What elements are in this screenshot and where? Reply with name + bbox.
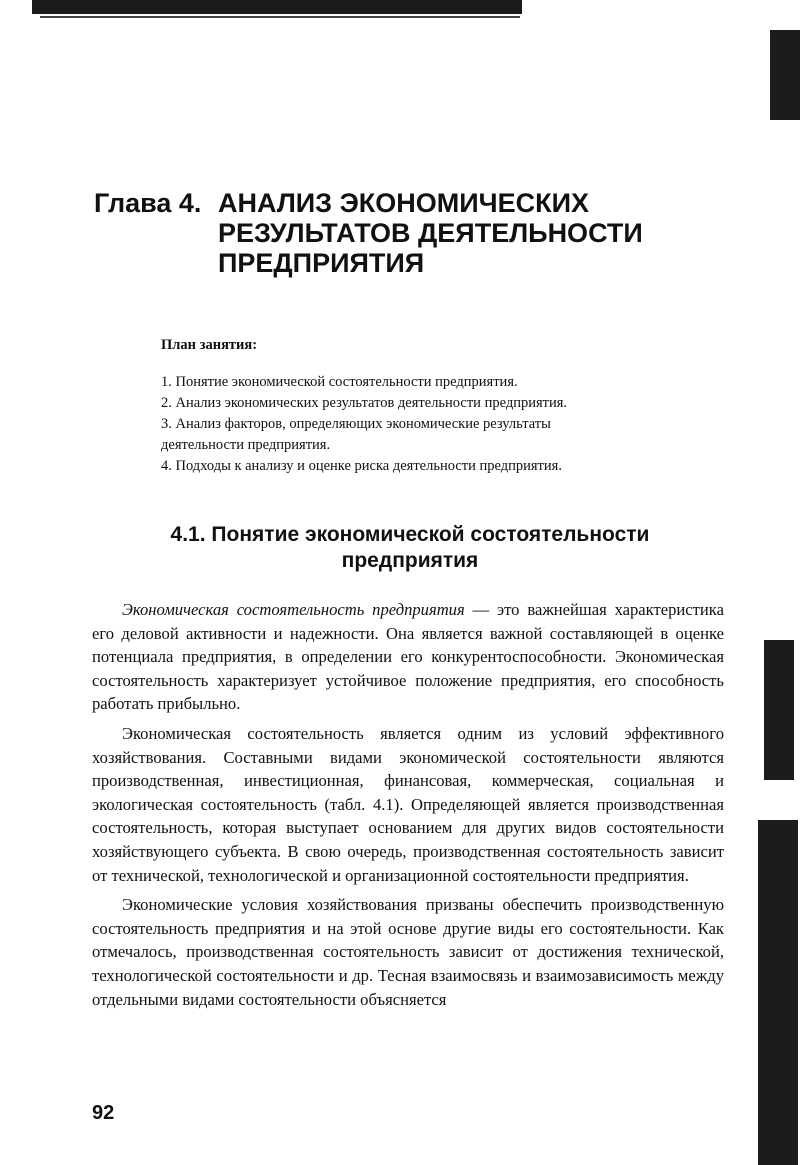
paragraph — [92, 598, 724, 716]
scan-right-edge-top — [770, 30, 800, 120]
page-number: 92 — [92, 1102, 115, 1124]
plan-item: 2. Анализ экономических результатов деятельности предприятия. — [161, 395, 568, 411]
plan-item: 4. Подходы к анализу и оценке риска деятельности предприятия. — [161, 458, 562, 474]
chapter-title-line-2: РЕЗУЛЬТАТОВ ДЕЯТЕЛЬНОСТИ — [218, 218, 643, 248]
paragraph-text: — это важнейшая характеристика его деловой активности и надежности. Она является важной составляющей в оценке потенциала предприятия, в определении его конкурентоспособности. Экономическая состоятельность характеризует устойчивое положение предприятия, его способность работать прибыльно. — [92, 600, 724, 714]
section-title-line-2: предприятия — [341, 549, 479, 572]
lesson-plan — [161, 335, 731, 477]
paragraph: Экономическая состоятельность является одним из условий эффективного хозяйствования. Составными видами экономической состоятельности являются производственная, инвестиционная, финансовая, коммерческая, социальная и экологическая состоятельность (табл. 4.1). Определяющей является производственная состоятельность, которая выступает основанием для других видов состоятельности хозяйствующего субъекта. В свою очередь, производственная состоятельность зависит от технической, технологической и организационной состоятельности предприятия. — [92, 723, 724, 885]
section-number: 4.1. — [170, 523, 206, 546]
body-text — [92, 598, 724, 1017]
chapter-title-line-1: АНАЛИЗ ЭКОНОМИЧЕСКИХ — [218, 188, 590, 218]
scan-top-bar — [32, 0, 522, 14]
plan-title: План занятия: — [161, 337, 258, 353]
plan-item: 1. Понятие экономической состоятельности предприятия. — [161, 374, 518, 390]
plan-item-continuation: деятельности предприятия. — [161, 437, 331, 453]
scan-right-edge-bottom — [758, 820, 798, 1165]
scan-right-edge-mid — [764, 640, 794, 780]
defined-term: Экономическая состоятельность предприятия — [122, 600, 465, 619]
plan-item: 3. Анализ факторов, определяющих экономические результаты — [161, 416, 551, 432]
chapter-label: Глава 4. — [94, 188, 202, 218]
scan-top-line — [40, 16, 520, 18]
chapter-heading — [94, 188, 714, 278]
paragraph: Экономические условия хозяйствования призваны обеспечить производственную состоятельность предприятия и на этой основе другие виды его состоятельности. Как отмечалось, производственная состоятельность зависит от достижения технической, технологической состоятельности и др. Тесная взаимосвязь и взаимозависимость между отдельными видами состоятельности объясняется — [92, 895, 724, 1009]
chapter-title-line-3: ПРЕДПРИЯТИЯ — [218, 248, 425, 278]
section-heading — [100, 522, 720, 574]
section-title-line-1: Понятие экономической состоятельности — [211, 523, 650, 546]
